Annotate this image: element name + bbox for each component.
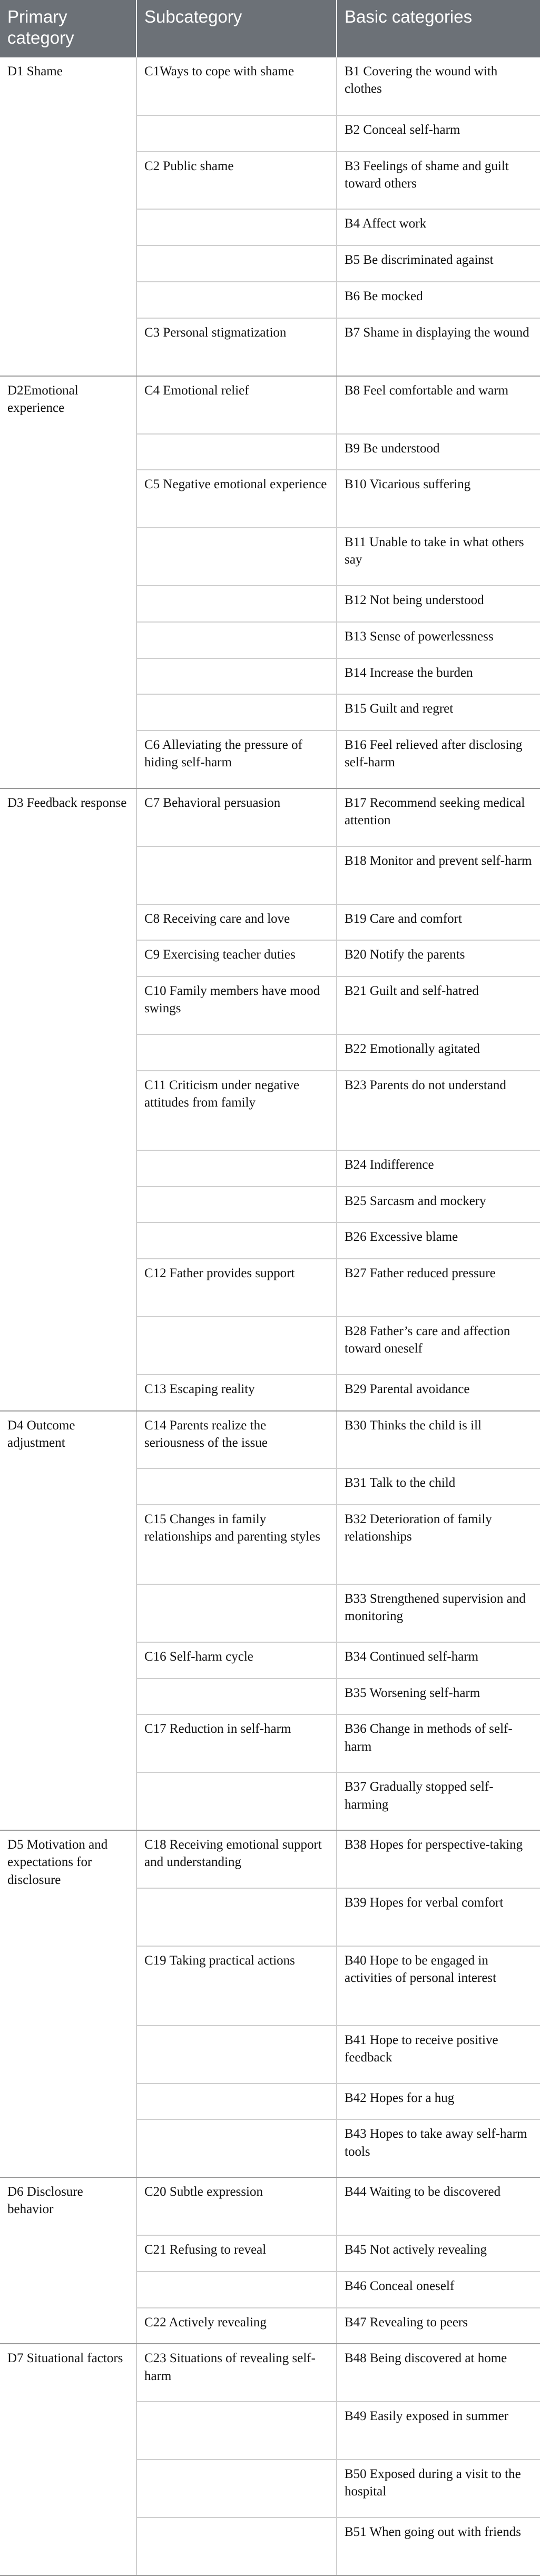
table-header [0, 0, 540, 57]
subcategory-cell [136, 2460, 337, 2518]
basic-category-cell: B29 Parental avoidance [337, 1375, 540, 1411]
subcategory-cell: C9 Exercising teacher duties [136, 940, 337, 976]
header-primary-category: Primary category [0, 0, 136, 57]
basic-category-cell: B36 Change in methods of self-harm [337, 1714, 540, 1772]
subcategory-cell [136, 1222, 337, 1259]
subcategory-cell: C4 Emotional relief [136, 376, 337, 434]
subcategory-cell [136, 586, 337, 622]
basic-category-cell: B10 Vicarious suffering [337, 470, 540, 528]
subcategory-cell: C12 Father provides support [136, 1259, 337, 1317]
table-row [0, 2177, 540, 2235]
table-row [0, 2344, 540, 2402]
subcategory-cell [136, 2402, 337, 2460]
basic-category-cell: B38 Hopes for perspective-taking [337, 1830, 540, 1888]
basic-category-cell: B31 Talk to the child [337, 1468, 540, 1505]
header-row [0, 0, 540, 57]
subcategory-cell: C10 Family members have mood swings [136, 976, 337, 1034]
header-subcategory: Subcategory [136, 0, 337, 57]
subcategory-cell: C20 Subtle expression [136, 2177, 337, 2235]
basic-category-cell: B5 Be discriminated against [337, 245, 540, 282]
basic-category-cell: B28 Father’s care and affection toward oneself [337, 1317, 540, 1375]
basic-category-cell: B22 Emotionally agitated [337, 1034, 540, 1071]
basic-category-cell: B24 Indifference [337, 1150, 540, 1187]
basic-category-cell: B42 Hopes for a hug [337, 2084, 540, 2120]
primary-category-cell: D7 Situational factors [0, 2344, 136, 2575]
basic-category-cell: B51 When going out with friends [337, 2518, 540, 2575]
subcategory-cell: C7 Behavioral persuasion [136, 788, 337, 846]
subcategory-cell [136, 1187, 337, 1223]
basic-category-cell: B16 Feel relieved after disclosing self-harm [337, 731, 540, 788]
subcategory-cell [136, 2272, 337, 2308]
subcategory-cell: C22 Actively revealing [136, 2308, 337, 2344]
subcategory-cell [136, 1150, 337, 1187]
basic-category-cell: B34 Continued self-harm [337, 1642, 540, 1679]
subcategory-cell [136, 115, 337, 152]
subcategory-cell [136, 282, 337, 318]
basic-category-cell: B13 Sense of powerlessness [337, 622, 540, 658]
subcategory-cell: C16 Self-harm cycle [136, 1642, 337, 1679]
subcategory-cell: C17 Reduction in self-harm [136, 1714, 337, 1772]
basic-category-cell: B48 Being discovered at home [337, 2344, 540, 2402]
subcategory-cell: C21 Refusing to reveal [136, 2235, 337, 2272]
basic-category-cell: B46 Conceal oneself [337, 2272, 540, 2308]
subcategory-cell [136, 209, 337, 245]
basic-category-cell: B8 Feel comfortable and warm [337, 376, 540, 434]
basic-category-cell: B33 Strengthened supervision and monitoring [337, 1584, 540, 1642]
basic-category-cell: B45 Not actively revealing [337, 2235, 540, 2272]
basic-category-cell: B11 Unable to take in what others say [337, 528, 540, 586]
basic-category-cell: B35 Worsening self-harm [337, 1679, 540, 1715]
basic-category-cell: B39 Hopes for verbal comfort [337, 1888, 540, 1946]
table-row [0, 1830, 540, 1888]
basic-category-cell: B19 Care and comfort [337, 904, 540, 941]
basic-category-cell: B17 Recommend seeking medical attention [337, 788, 540, 846]
subcategory-cell [136, 1888, 337, 1946]
subcategory-cell [136, 434, 337, 470]
subcategory-cell [136, 1584, 337, 1642]
subcategory-cell [136, 1034, 337, 1071]
subcategory-cell [136, 622, 337, 658]
basic-category-cell: B14 Increase the burden [337, 658, 540, 695]
basic-category-cell: B7 Shame in displaying the wound [337, 318, 540, 376]
primary-category-cell: D2Emotional experience [0, 376, 136, 788]
subcategory-cell [136, 658, 337, 695]
basic-category-cell: B2 Conceal self-harm [337, 115, 540, 152]
subcategory-cell [136, 2518, 337, 2575]
table-row [0, 788, 540, 846]
subcategory-cell: C14 Parents realize the seriousness of the issue [136, 1411, 337, 1469]
subcategory-cell [136, 245, 337, 282]
subcategory-cell [136, 694, 337, 731]
basic-category-cell: B23 Parents do not understand [337, 1071, 540, 1150]
subcategory-cell: C13 Escaping reality [136, 1375, 337, 1411]
subcategory-cell: C18 Receiving emotional support and understanding [136, 1830, 337, 1888]
table-row [0, 1411, 540, 1469]
subcategory-cell: C8 Receiving care and love [136, 904, 337, 941]
subcategory-cell: C1Ways to cope with shame [136, 57, 337, 115]
subcategory-cell: C19 Taking practical actions [136, 1946, 337, 2026]
basic-category-cell: B44 Waiting to be discovered [337, 2177, 540, 2235]
subcategory-cell: C5 Negative emotional experience [136, 470, 337, 528]
subcategory-cell [136, 1468, 337, 1505]
basic-category-cell: B3 Feelings of shame and guilt toward others [337, 152, 540, 210]
subcategory-cell: C23 Situations of revealing self-harm [136, 2344, 337, 2402]
basic-category-cell: B27 Father reduced pressure [337, 1259, 540, 1317]
primary-category-cell: D6 Disclosure behavior [0, 2177, 136, 2344]
basic-category-cell: B26 Excessive blame [337, 1222, 540, 1259]
basic-category-cell: B41 Hope to receive positive feedback [337, 2026, 540, 2084]
basic-category-cell: B18 Monitor and prevent self-harm [337, 846, 540, 904]
basic-category-cell: B43 Hopes to take away self-harm tools [337, 2119, 540, 2177]
table-row [0, 376, 540, 434]
table-row [0, 57, 540, 115]
basic-category-cell: B6 Be mocked [337, 282, 540, 318]
subcategory-cell [136, 528, 337, 586]
basic-category-cell: B1 Covering the wound with clothes [337, 57, 540, 115]
basic-category-cell: B32 Deterioration of family relationships [337, 1505, 540, 1584]
primary-category-cell: D1 Shame [0, 57, 136, 376]
basic-category-cell: B15 Guilt and regret [337, 694, 540, 731]
basic-category-cell: B21 Guilt and self-hatred [337, 976, 540, 1034]
subcategory-cell [136, 2119, 337, 2177]
subcategory-cell: C11 Criticism under negative attitudes from family [136, 1071, 337, 1150]
primary-category-cell: D5 Motivation and expectations for disclosure [0, 1830, 136, 2177]
subcategory-cell: C3 Personal stigmatization [136, 318, 337, 376]
basic-category-cell: B9 Be understood [337, 434, 540, 470]
subcategory-cell: C6 Alleviating the pressure of hiding self-harm [136, 731, 337, 788]
basic-category-cell: B25 Sarcasm and mockery [337, 1187, 540, 1223]
table-body [0, 57, 540, 2575]
subcategory-cell: C2 Public shame [136, 152, 337, 210]
subcategory-cell [136, 1679, 337, 1715]
basic-category-cell: B37 Gradually stopped self-harming [337, 1772, 540, 1830]
basic-category-cell: B20 Notify the parents [337, 940, 540, 976]
basic-category-cell: B30 Thinks the child is ill [337, 1411, 540, 1469]
primary-category-cell: D3 Feedback response [0, 788, 136, 1411]
basic-category-cell: B50 Exposed during a visit to the hospital [337, 2460, 540, 2518]
basic-category-cell: B12 Not being understood [337, 586, 540, 622]
subcategory-cell [136, 1772, 337, 1830]
header-basic-categories: Basic categories [337, 0, 540, 57]
subcategory-cell: C15 Changes in family relationships and parenting styles [136, 1505, 337, 1584]
basic-category-cell: B4 Affect work [337, 209, 540, 245]
basic-category-cell: B49 Easily exposed in summer [337, 2402, 540, 2460]
subcategory-cell [136, 2026, 337, 2084]
subcategory-cell [136, 1317, 337, 1375]
subcategory-cell [136, 846, 337, 904]
basic-category-cell: B47 Revealing to peers [337, 2308, 540, 2344]
subcategory-cell [136, 2084, 337, 2120]
primary-category-cell: D4 Outcome adjustment [0, 1411, 136, 1831]
basic-category-cell: B40 Hope to be engaged in activities of personal interest [337, 1946, 540, 2026]
